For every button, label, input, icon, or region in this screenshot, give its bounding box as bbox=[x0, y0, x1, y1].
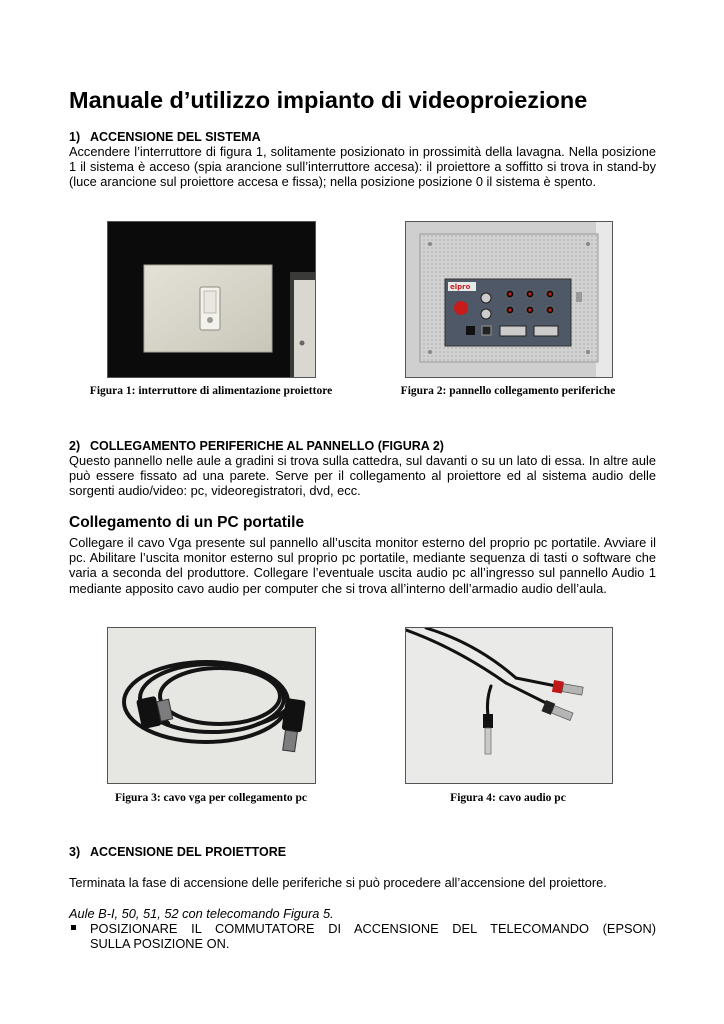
section-3-italic-line: Aule B-I, 50, 51, 52 con telecomando Figura 5. bbox=[69, 906, 334, 921]
figure-3-photo bbox=[107, 627, 316, 784]
switch-illustration bbox=[108, 222, 315, 377]
figure-1-photo bbox=[107, 221, 316, 378]
section-2-body: Questo pannello nelle aule a gradini si trova sulla cattedra, sul davanti o su un lato di essa. In altre aule può essere fissato ad una parete. Serve per il collegamento al proiettore ed al sistema audio delle sorgenti audio/video: pc, videoregistratori, dvd, ecc. bbox=[69, 453, 656, 499]
page-title: Manuale d’utilizzo impianto di videoproiezione bbox=[69, 87, 588, 113]
bullet-text-line-2: SULLA POSIZIONE ON. bbox=[90, 936, 230, 952]
bullet-square-icon bbox=[71, 925, 76, 930]
figure-4-caption: Figura 4: cavo audio pc bbox=[450, 792, 566, 804]
panel-illustration bbox=[406, 222, 612, 377]
section-2-title: COLLEGAMENTO PERIFERICHE AL PANNELLO (FIGURA 2) bbox=[90, 439, 444, 453]
subsection-body: Collegare il cavo Vga presente sul pannello all’uscita monitor esterno del proprio pc portatile. Avviare il pc. Abilitare l’uscita monitor esterno sul proprio pc portatile, mediante sequenza di tasti o software che varia a seconda del produttore. Collegare l’eventuale uscita audio pc all’ingresso sul pannello Audio 1 mediante apposito cavo audio per computer che si trova all’interno dell’armadio audio dell’aula. bbox=[69, 535, 656, 596]
section-1-body: Accendere l’interruttore di figura 1, solitamente posizionato in prossimità della lavagna. Nella posizione 1 il sistema è acceso (spia arancione sull’interruttore accesa): il proiettore a soffitto si trova in stand-by (luce arancione sul proiettore accesa e fissa); nella posizione posizione 0 il sistema è spento. bbox=[69, 144, 656, 190]
section-3-heading bbox=[69, 845, 286, 859]
section-3-bullet bbox=[69, 921, 656, 951]
figure-4-photo bbox=[405, 627, 613, 784]
section-2-heading bbox=[69, 439, 444, 453]
subsection-heading: Collegamento di un PC portatile bbox=[69, 514, 305, 531]
section-1-number: 1) bbox=[69, 130, 81, 144]
figure-2-caption: Figura 2: pannello collegamento periferiche bbox=[400, 385, 616, 397]
figure-2-photo bbox=[405, 221, 613, 378]
bullet-text-line-1: POSIZIONARE IL COMMUTATORE DI ACCENSIONE DEL TELECOMANDO (EPSON) bbox=[90, 921, 656, 936]
vga-cable-illustration bbox=[108, 628, 315, 783]
section-3-title: ACCENSIONE DEL PROIETTORE bbox=[90, 845, 287, 859]
section-1-title: ACCENSIONE DEL SISTEMA bbox=[90, 130, 261, 144]
figure-3-caption: Figura 3: cavo vga per collegamento pc bbox=[114, 792, 308, 804]
audio-cable-illustration bbox=[406, 628, 612, 783]
panel-brand: elpro bbox=[450, 283, 471, 291]
section-3-body: Terminata la fase di accensione delle periferiche si può procedere all’accensione del proiettore. bbox=[69, 875, 607, 890]
section-1-heading bbox=[69, 130, 261, 144]
section-3-number: 3) bbox=[69, 845, 81, 859]
section-2-number: 2) bbox=[69, 439, 81, 453]
figure-1-caption: Figura 1: interruttore di alimentazione proiettore bbox=[89, 385, 333, 397]
